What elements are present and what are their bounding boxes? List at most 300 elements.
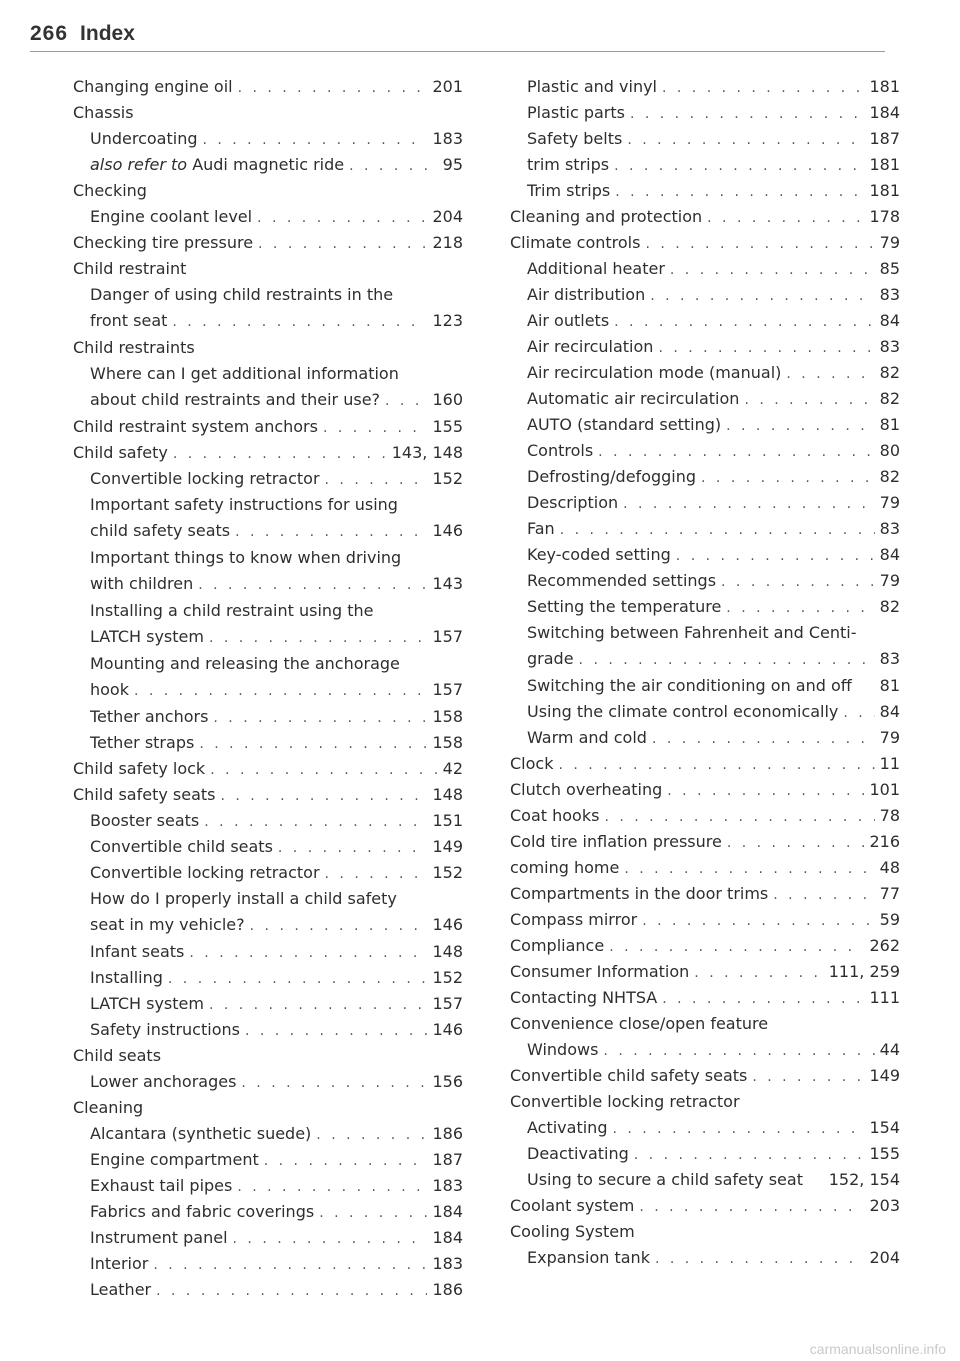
page-reference: 157 [432,627,463,646]
index-entry-line: Mounting and releasing the anchorage [90,654,400,673]
page-reference: 152 [432,863,463,882]
page-reference: 146 [432,915,463,934]
dot-leader [385,388,427,414]
page-reference: 82 [879,597,900,616]
index-entry [510,230,900,256]
dot-leader [612,1116,864,1142]
index-entry [510,985,900,1011]
page-reference: 95 [442,155,463,174]
dot-leader [623,491,875,517]
index-entry [73,256,463,282]
page-reference: 160 [432,390,463,409]
page-reference: 181 [869,181,900,200]
index-entry-term: Clutch overheating [510,780,663,799]
page-reference: 181 [869,155,900,174]
index-entry-term: Contacting NHTSA [510,988,658,1007]
dot-leader [579,647,875,673]
page-reference: 143 [432,574,463,593]
index-entry-term: Air recirculation mode (manual) [527,363,782,382]
dot-leader [655,1246,864,1272]
dot-leader [233,1226,428,1252]
dot-leader [694,960,823,986]
dot-leader [721,569,875,595]
index-entry [73,939,463,965]
index-entry-term: Automatic air recirculation [527,389,740,408]
index-entry [510,699,900,725]
index-entry-term: Child safety seats [73,785,216,804]
page-reference: 183 [432,1254,463,1273]
index-entry [510,1115,900,1141]
dot-leader [257,205,427,231]
dot-leader [614,309,874,335]
page-reference: 146 [432,1020,463,1039]
index-entry-term: front seat [90,311,168,330]
index-entry-term: Safety instructions [90,1020,240,1039]
index-entry-term: Convertible child safety seats [510,1066,748,1085]
index-entry-term: hook [90,680,129,699]
index-entry-term: Engine compartment [90,1150,259,1169]
index-entry-term: Compartments in the door trims [510,884,769,903]
dot-leader [670,257,875,283]
page-reference: 79 [879,493,900,512]
index-entry-term: Coolant system [510,1196,635,1215]
dot-leader [642,908,874,934]
index-entry-term: coming home [510,858,620,877]
dot-leader [264,1148,428,1174]
dot-leader [199,731,427,757]
index-entry-term: Setting the temperature [527,597,722,616]
dot-leader [238,75,428,101]
index-entry-term: Air outlets [527,311,610,330]
page-reference: 183 [432,129,463,148]
index-entry-term: Checking tire pressure [73,233,254,252]
index-entry [73,1069,463,1095]
page-reference: 79 [879,233,900,252]
dot-leader [603,1038,874,1064]
index-entry [73,1043,463,1069]
index-entry-term: Plastic and vinyl [527,77,657,96]
page-reference: 81 [879,415,900,434]
page-reference: 82 [879,389,900,408]
index-entry [73,1251,463,1277]
page-reference: 146 [432,521,463,540]
dot-leader [598,439,874,465]
page-reference: 79 [879,571,900,590]
dot-leader [213,705,427,731]
index-entry [510,542,900,568]
index-entry-term: Changing engine oil [73,77,233,96]
dot-leader [615,179,864,205]
index-entry [73,492,463,545]
page-reference: 149 [869,1066,900,1085]
index-entry [510,282,900,308]
dot-leader [168,966,428,992]
page-reference: 81 [879,676,900,695]
index-entry [73,756,463,782]
dot-leader [630,101,864,127]
index-entry-term: Child safety lock [73,759,206,778]
page-reference: 101 [869,780,900,799]
index-entry-term: Interior [90,1254,149,1273]
index-entry-term: Exhaust tail pipes [90,1176,233,1195]
index-entry-term: Warm and cold [527,728,647,747]
index-entry [510,725,900,751]
dot-leader [316,1122,427,1148]
index-entry [510,256,900,282]
page-number: 266 [30,22,69,45]
page-reference: 84 [879,702,900,721]
index-entry [73,282,463,335]
index-entry-term: Cleaning [73,1098,144,1117]
dot-leader [278,835,428,861]
index-entry [73,1121,463,1147]
page-reference: 186 [432,1124,463,1143]
index-entry-term: Climate controls [510,233,641,252]
index-entry [510,803,900,829]
index-entry [510,620,900,673]
dot-leader [210,757,437,783]
page-reference: 84 [879,545,900,564]
dot-leader [676,543,875,569]
index-entry-term: Activating [527,1118,608,1137]
index-entry [510,412,900,438]
index-entry-term: Using the climate control economically [527,702,839,721]
page-reference: 187 [869,129,900,148]
index-entry-term: Description [527,493,619,512]
index-entry [510,178,900,204]
page-reference: 156 [432,1072,463,1091]
index-entry-term: Air distribution [527,285,646,304]
index-entry [73,598,463,651]
page-reference: 152 [432,469,463,488]
page-reference: 178 [869,207,900,226]
page-reference: 111 [869,988,900,1007]
dot-leader [727,830,865,856]
index-entry-term: Cleaning and protection [510,207,703,226]
dot-leader [172,309,427,335]
index-entry [510,1245,900,1271]
dot-leader [662,986,864,1012]
index-entry [510,1193,900,1219]
page-reference: 148 [432,785,463,804]
page-reference: 148 [432,942,463,961]
dot-leader [786,361,874,387]
page-reference: 82 [879,467,900,486]
index-entry-term: Compliance [510,936,605,955]
index-entry-term: Plastic parts [527,103,625,122]
index-entry [73,1017,463,1043]
dot-leader [250,913,428,939]
page-reference: 184 [432,1202,463,1221]
index-entry [73,808,463,834]
page-reference: 111, 259 [828,962,900,981]
dot-leader [560,517,875,543]
index-entry [510,1037,900,1063]
index-entry-term: Controls [527,441,594,460]
dot-leader [189,940,427,966]
page-reference: 44 [879,1040,900,1059]
index-entry-term: Tether straps [90,733,195,752]
dot-leader [245,1018,427,1044]
dot-leader [153,1252,427,1278]
index-entry-term: Convertible locking retractor [90,469,320,488]
page-reference: 77 [879,884,900,903]
index-entry-term: Consumer Information [510,962,690,981]
dot-leader [667,778,864,804]
index-entry-term: LATCH system [90,994,204,1013]
index-entry-term: Convertible child seats [90,837,273,856]
page-reference: 262 [869,936,900,955]
index-entry-term: Infant seats [90,942,185,961]
page-reference: 184 [869,103,900,122]
index-entry [510,360,900,386]
index-entry-line: Danger of using child restraints in the [90,285,394,304]
page-reference: 143, 148 [391,443,463,462]
page-reference: 184 [432,1228,463,1247]
index-entry-line: Switching between Fahrenheit and Centi- [527,623,857,642]
index-entry [73,152,463,178]
index-entry [73,440,463,466]
dot-leader [558,752,874,778]
page-reference: 83 [879,519,900,538]
page-reference: 151 [432,811,463,830]
index-entry-line: Where can I get additional information [90,364,399,383]
page-reference: 83 [879,285,900,304]
page-reference: 158 [432,707,463,726]
dot-leader [773,882,874,908]
index-entry [73,1173,463,1199]
index-entry [510,100,900,126]
index-entry [510,855,900,881]
dot-leader [173,441,387,467]
page-reference: 82 [879,363,900,382]
dot-leader [209,992,428,1018]
page-reference: 80 [879,441,900,460]
page-reference: 149 [432,837,463,856]
watermark: carmanualsonline.info [809,1341,946,1357]
index-entry [510,1167,900,1193]
page-reference: 85 [879,259,900,278]
index-entry-term: Fabrics and fabric coverings [90,1202,315,1221]
index-entry-term: Cold tire inflation pressure [510,832,722,851]
index-entry-term: Tether anchors [90,707,209,726]
dot-leader [220,783,427,809]
index-entry-term: Using to secure a child safety seat [527,1170,803,1189]
index-entry [73,361,463,414]
page-reference: 59 [879,910,900,929]
page-reference: 78 [879,806,900,825]
index-entry [510,152,900,178]
dot-leader [662,75,864,101]
index-entry-term: Checking [73,181,147,200]
page-reference: 84 [879,311,900,330]
page-reference: 201 [432,77,463,96]
dot-leader [604,804,874,830]
index-entry [73,730,463,756]
page-reference: 83 [879,649,900,668]
index-entry [73,782,463,808]
dot-leader [752,1064,864,1090]
page-reference: 154 [869,1118,900,1137]
index-entry [510,386,900,412]
dot-leader [349,153,438,179]
page-reference: 216 [869,832,900,851]
index-entry-line: How do I properly install a child safety [90,889,397,908]
page-reference: 152, 154 [828,1170,900,1189]
index-entry [510,74,900,100]
page-reference: 157 [432,680,463,699]
index-entry-term: trim strips [527,155,610,174]
index-entry [73,126,463,152]
page-reference: 155 [869,1144,900,1163]
dot-leader [202,127,427,153]
index-entry-term: Clock [510,754,554,773]
page-reference: 123 [432,311,463,330]
index-entry [73,100,463,126]
index-entry-term: LATCH system [90,627,204,646]
index-entry-term: Recommended settings [527,571,717,590]
dot-leader [639,1194,864,1220]
index-entry-term: Compass mirror [510,910,638,929]
index-entry [73,834,463,860]
index-entry [510,881,900,907]
index-entry [73,1225,463,1251]
page-reference: 79 [879,728,900,747]
dot-leader [134,678,427,704]
cross-reference: also refer to [90,155,188,174]
index-entry-term: Air recirculation [527,337,654,356]
index-entry [73,178,463,204]
page-reference: 204 [869,1248,900,1267]
page-reference: 186 [432,1280,463,1299]
page-reference: 158 [432,733,463,752]
dot-leader [325,467,428,493]
dot-leader [707,205,864,231]
dot-leader [323,415,427,441]
index-entry-term: Trim strips [527,181,611,200]
index-entry [73,704,463,730]
index-entry [510,829,900,855]
dot-leader [645,231,874,257]
page-reference: 11 [879,754,900,773]
dot-leader [609,934,864,960]
dot-leader [204,809,427,835]
index-entry [510,594,900,620]
page-reference: 83 [879,337,900,356]
index-entry-line: Important safety instructions for using [90,495,398,514]
index-entry-term: Windows [527,1040,599,1059]
index-entry [510,308,900,334]
dot-leader [198,572,427,598]
dot-leader [701,465,875,491]
dot-leader [843,700,874,726]
index-entry-term: Cooling System [510,1222,635,1241]
dot-leader [237,1174,427,1200]
page-reference: 181 [869,77,900,96]
dot-leader [258,231,427,257]
index-entry-line: Installing a child restraint using the [90,601,374,620]
index-entry-term: Convertible locking retractor [90,863,320,882]
dot-leader [624,856,874,882]
index-entry [73,651,463,704]
page-header [30,22,885,46]
header-rule [30,51,885,52]
index-entry-line: Important things to know when driving [90,548,402,567]
index-entry [510,1219,900,1245]
page-reference: 204 [432,207,463,226]
dot-leader [325,861,428,887]
index-column-right [510,74,900,1271]
page-reference: 218 [432,233,463,252]
index-entry-term: Instrument panel [90,1228,228,1247]
page-title: Index [80,22,135,45]
dot-leader [156,1278,427,1304]
index-entry [510,464,900,490]
index-entry [73,414,463,440]
index-entry [73,1147,463,1173]
dot-leader [744,387,874,413]
index-entry-term: Switching the air conditioning on and off [527,676,852,695]
dot-leader [235,519,427,545]
index-entry-term: grade [527,649,574,668]
index-entry [73,965,463,991]
index-entry [510,1141,900,1167]
index-entry [73,204,463,230]
index-entry [510,490,900,516]
index-entry-term: AUTO (standard setting) [527,415,722,434]
index-entry-term: Installing [90,968,163,987]
index-entry-term: child safety seats [90,521,231,540]
index-entry-term: Deactivating [527,1144,629,1163]
index-entry [73,230,463,256]
index-entry [73,886,463,939]
dot-leader [634,1142,865,1168]
dot-leader [650,283,874,309]
index-entry [73,74,463,100]
index-entry [510,751,900,777]
index-entry-term: Child restraint [73,259,187,278]
index-entry [510,933,900,959]
index-column-left [73,74,463,1303]
dot-leader [726,413,875,439]
page-reference: 155 [432,417,463,436]
index-entry [510,516,900,542]
index-entry-term: Child restraint system anchors [73,417,318,436]
index-entry-term: with children [90,574,194,593]
page-reference: 157 [432,994,463,1013]
index-entry-term: Convenience close/open feature [510,1014,769,1033]
index-entry-term: Defrosting/defogging [527,467,697,486]
index-entry [510,1011,900,1037]
index-entry [73,545,463,598]
index-entry-term: Lower anchorages [90,1072,237,1091]
index-entry-term: Engine coolant level [90,207,253,226]
index-entry-term: Additional heater [527,259,665,278]
index-entry [510,334,900,360]
page-reference: 152 [432,968,463,987]
index-entry-term: Coat hooks [510,806,600,825]
dot-leader [209,625,428,651]
index-entry [510,1063,900,1089]
index-entry-term: Leather [90,1280,152,1299]
dot-leader [614,153,864,179]
index-entry [73,1277,463,1303]
index-entry [510,438,900,464]
page-reference: 187 [432,1150,463,1169]
index-entry [510,777,900,803]
dot-leader [241,1070,427,1096]
page-reference: 183 [432,1176,463,1195]
